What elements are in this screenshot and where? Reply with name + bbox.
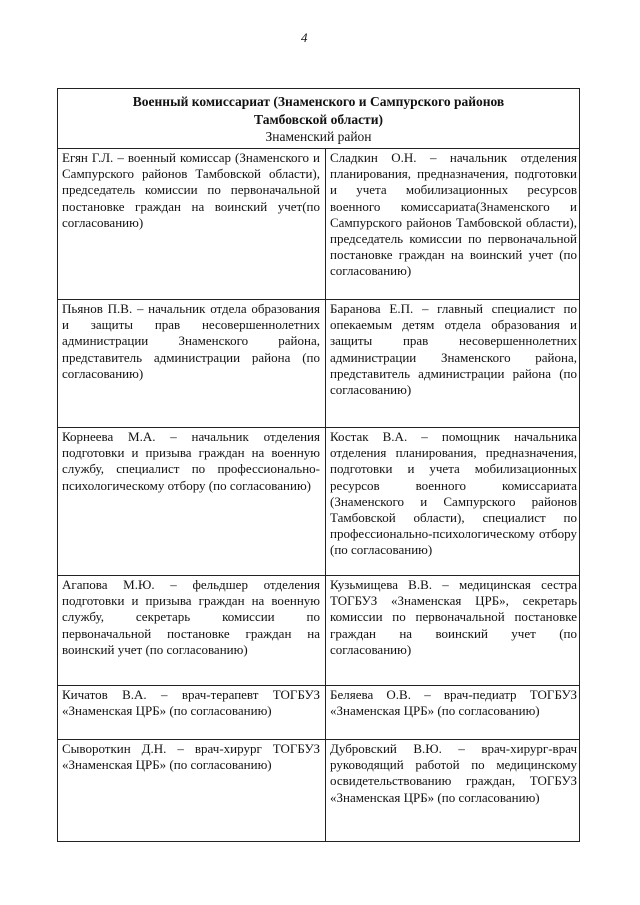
table-cell-member: Корнеева М.А. – начальник отделения подготовки и призыва граждан на военную службу, специалист по профессионально-психологическому отбору (по согласованию) [62, 429, 320, 493]
table-cell-reserve: Костак В.А. – помощник начальника отделения планирования, предназначения, подготовки и учета мобилизационных ресурсов военного комиссариата (Знаменского и Сампурского районов Тамбовской области), специалист по профессионально-психологическому отбору (по согласованию) [330, 429, 577, 558]
column-divider [325, 148, 326, 841]
table-cell-member: Пьянов П.В. – начальник отдела образования и защиты прав несовершеннолетних администрации Знаменского района, представитель администрации района (по согласованию) [62, 301, 320, 381]
header-title-line1: Военный комиссариат (Знаменского и Сампурского районов [132, 94, 505, 109]
row-divider [58, 148, 579, 149]
table-cell-reserve: Кузьмищева В.В. – медицинская сестра ТОГБУЗ «Знаменская ЦРБ», секретарь комиссии по первоначальной постановке граждан на воинский учет (по согласованию) [330, 577, 577, 657]
row-divider [58, 427, 579, 428]
header-subtitle: Знаменский район [265, 129, 372, 144]
table-cell-member: Агапова М.Ю. – фельдшер отделения подготовки и призыва граждан на военную службу, секретарь комиссии по первоначальной постановке граждан на воинский учет (по согласованию) [62, 577, 320, 657]
table-cell-reserve: Беляева О.В. – врач-педиатр ТОГБУЗ «Знаменская ЦРБ» (по согласованию) [330, 687, 577, 719]
table-cell-member: Сывороткин Д.Н. – врач-хирург ТОГБУЗ «Знаменская ЦРБ» (по согласованию) [62, 741, 320, 773]
page-number: 4 [301, 30, 308, 45]
header-title-line2: Тамбовской области) [254, 112, 383, 127]
commission-table [57, 88, 580, 842]
row-divider [58, 685, 579, 686]
row-divider [58, 299, 579, 300]
table-cell-reserve: Дубровский В.Ю. – врач-хирург-врач руководящий работой по медицинскому освидетельствованию граждан, ТОГБУЗ «Знаменская ЦРБ» (по согласованию) [330, 741, 577, 805]
row-divider [58, 739, 579, 740]
table-cell-reserve: Баранова Е.П. – главный специалист по опекаемым детям отдела образования и защиты прав несовершеннолетних администрации Знаменского района, представитель администрации района (по согласованию) [330, 301, 577, 398]
row-divider [58, 575, 579, 576]
table-cell-member: Егян Г.Л. – военный комиссар (Знаменского и Сампурского районов Тамбовской области), председатель комиссии по первоначальной постановке граждан на воинский учет(по согласованию) [62, 150, 320, 230]
table-header [58, 89, 579, 148]
table-cell-member: Кичатов В.А. – врач-терапевт ТОГБУЗ «Знаменская ЦРБ» (по согласованию) [62, 687, 320, 719]
table-cell-reserve: Сладкин О.Н. – начальник отделения планирования, предназначения, подготовки и учета мобилизационных ресурсов военного комиссариата(Знаменского и Сампурского районов Тамбовской области), председатель комиссии по первоначальной постановке граждан на воинский учет (по согласованию) [330, 150, 577, 279]
